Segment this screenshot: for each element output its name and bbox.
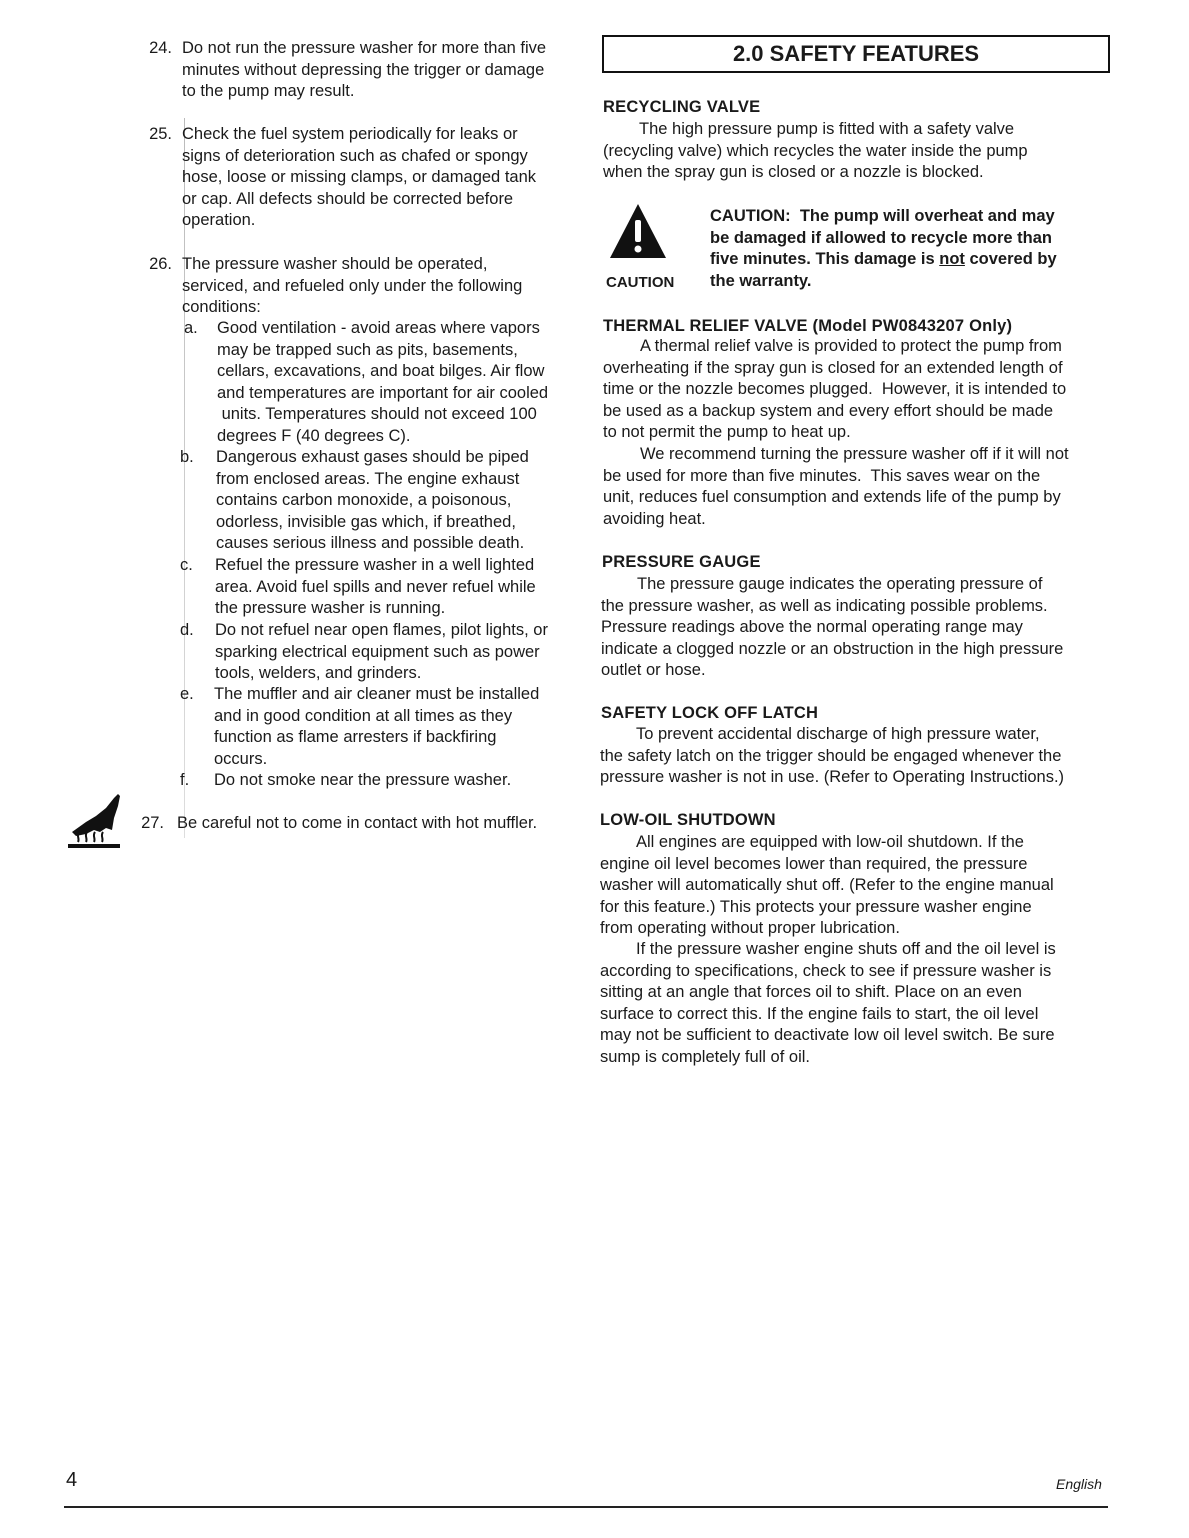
text-line: The pressure washer should be operated, (182, 255, 488, 273)
item-number: 26. (149, 255, 172, 273)
emphasis-not: not (939, 250, 965, 269)
sub-item-text (214, 770, 511, 792)
text-line: serviced, and refueled only under the following (182, 276, 523, 295)
text-line: minutes without depressing the trigger or damage (182, 60, 545, 79)
text-line: the pressure washer, as well as indicating possible problems. (601, 596, 1048, 615)
text-line: the pressure washer is running. (215, 599, 446, 618)
hot-surface-icon (66, 792, 122, 850)
caution-icon (606, 202, 684, 274)
text-line: time or the nozzle becomes plugged. However, it is intended to (603, 380, 1067, 399)
text-line: cellars, excavations, and boat bilges. Air flow (217, 362, 545, 381)
text-line: signs of deterioration such as chafed or spongy (182, 146, 528, 165)
text-line: be used as a backup system and every effort should be made (603, 401, 1054, 420)
text-line: Check the fuel system periodically for leaks or (182, 125, 518, 143)
text-line: odorless, invisible gas which, if breathed, (216, 512, 516, 531)
section-title: 2.0 SAFETY FEATURES (602, 35, 1110, 73)
item-number: 25. (149, 125, 172, 143)
low-oil-paragraph-2 (600, 939, 1056, 1069)
text-line: The pressure gauge indicates the operating pressure of (637, 575, 1043, 593)
text-line: to the pump may result. (182, 82, 355, 101)
text-span: five minutes. This damage is (710, 250, 940, 269)
sub-item-letter: e. (180, 685, 194, 703)
pressure-gauge-heading: PRESSURE GAUGE (602, 553, 761, 571)
text-line: tools, welders, and grinders. (215, 664, 422, 683)
sub-item-letter: d. (180, 621, 194, 639)
text-line: unit, reduces fuel consumption and extends life of the pump by (603, 488, 1061, 507)
text-line: function as flame arresters if backfiring (214, 728, 497, 747)
text-line: operation. (182, 211, 256, 230)
text-line: surface to correct this. If the engine fails to start, the oil level (600, 1004, 1039, 1023)
text-line: area. Avoid fuel spills and never refuel while (215, 577, 536, 596)
item-number: 24. (149, 39, 172, 57)
text-line: causes serious illness and possible death. (216, 534, 525, 553)
text-line: pressure washer is not in use. (Refer to Operating Instructions.) (600, 768, 1065, 787)
text-line: Do not run the pressure washer for more than five (182, 39, 547, 57)
text-line: sparking electrical equipment such as power (215, 642, 540, 661)
text-line: units. Temperatures should not exceed 100 (217, 405, 537, 424)
text-line: be used for more than five minutes. This saves wear on the (603, 466, 1041, 485)
text-line: avoiding heat. (603, 509, 706, 528)
text-line: Good ventilation - avoid areas where vapors (217, 319, 540, 337)
item-text (182, 124, 536, 232)
text-line: according to specifications, check to see if pressure washer is (600, 961, 1052, 980)
low-oil-paragraph-1 (600, 832, 1054, 940)
text-line: To prevent accidental discharge of high pressure water, (636, 725, 1040, 743)
text-line: The high pressure pump is fitted with a safety valve (639, 120, 1015, 138)
item-text (182, 254, 522, 319)
sub-item-letter: f. (180, 771, 190, 789)
text-line: may be trapped such as pits, basements, (217, 340, 518, 359)
text-line: to not permit the pump to heat up. (603, 423, 851, 442)
text-line: contains carbon monoxide, a poisonous, (216, 491, 512, 510)
text-line: CAUTION: The pump will overheat and may (710, 207, 1055, 225)
text-line: outlet or hose. (601, 661, 706, 680)
text-line: A thermal relief valve is provided to protect the pump from (640, 337, 1062, 355)
text-line: The muffler and air cleaner must be installed (214, 685, 540, 703)
safety-latch-paragraph (600, 724, 1064, 789)
pressure-gauge-paragraph (601, 574, 1063, 682)
text-line: from enclosed areas. The engine exhaust (216, 469, 520, 488)
text-line: when the spray gun is closed or a nozzle is blocked. (603, 163, 984, 182)
text-line: All engines are equipped with low-oil shutdown. If the (636, 833, 1024, 851)
text-line: or cap. All defects should be corrected before (182, 189, 514, 208)
text-line: occurs. (214, 749, 268, 768)
item-text (182, 38, 546, 103)
text-line: hose, loose or missing clamps, or damaged tank (182, 168, 537, 187)
text-line: Refuel the pressure washer in a well lighted (215, 556, 535, 574)
footer-rule (64, 1506, 1108, 1508)
item-number: 27. (141, 814, 164, 832)
text-line: indicate a clogged nozzle or an obstruction in the high pressure (601, 639, 1064, 658)
low-oil-heading: LOW-OIL SHUTDOWN (600, 811, 776, 829)
sub-item-letter: c. (180, 556, 193, 574)
text-line: degrees F (40 degrees C). (217, 426, 411, 445)
text-line: Do not smoke near the pressure washer. (214, 771, 512, 789)
sub-item-text (216, 447, 529, 555)
text-line: from operating without proper lubrication. (600, 919, 900, 938)
thermal-relief-heading: THERMAL RELIEF VALVE (Model PW0843207 Only) (603, 317, 1013, 335)
thermal-relief-paragraph-1 (603, 336, 1066, 444)
footer-language: English (1056, 1476, 1102, 1492)
text-line: Do not refuel near open flames, pilot lights, or (215, 621, 548, 639)
text-line: Pressure readings above the normal operating range may (601, 618, 1023, 637)
item-text (177, 813, 537, 835)
text-line: may not be sufficient to deactivate low oil level switch. Be sure (600, 1026, 1055, 1045)
sub-item-text (215, 620, 548, 685)
text-line: (recycling valve) which recycles the water inside the pump (603, 141, 1028, 160)
text-span: covered by (964, 250, 1057, 269)
page-number: 4 (66, 1469, 78, 1491)
text-line: the safety latch on the trigger should be engaged whenever the (600, 746, 1062, 765)
sub-item-text (215, 555, 536, 620)
caution-icon-label: CAUTION (606, 274, 675, 291)
recycling-valve-heading: RECYCLING VALVE (603, 98, 761, 116)
sub-item-text (214, 684, 539, 770)
text-line (710, 249, 1057, 271)
recycling-valve-paragraph (603, 119, 1028, 184)
text-line: Be careful not to come in contact with hot muffler. (177, 814, 538, 832)
safety-latch-heading: SAFETY LOCK OFF LATCH (601, 704, 819, 722)
sub-item-letter: b. (180, 448, 194, 466)
text-line: engine oil level becomes lower than required, the pressure (600, 854, 1028, 873)
sub-item-text (217, 318, 548, 448)
text-line: washer will automatically shut off. (Refer to the engine manual (600, 876, 1054, 895)
text-line: We recommend turning the pressure washer off if it will not (640, 445, 1069, 463)
text-line: sitting at an angle that forces oil to shift. Place on an even (600, 983, 1022, 1002)
text-line: for this feature.) This protects your pressure washer engine (600, 897, 1032, 916)
caution-text (710, 206, 1057, 292)
sub-item-letter: a. (184, 319, 198, 337)
text-line: and in good condition at all times as they (214, 706, 513, 725)
text-line: the warranty. (710, 271, 812, 290)
text-line: overheating if the spray gun is closed for an extended length of (603, 358, 1063, 377)
text-line: sump is completely full of oil. (600, 1047, 810, 1066)
text-line: If the pressure washer engine shuts off and the oil level is (636, 940, 1056, 958)
text-line: conditions: (182, 298, 261, 317)
text-line: Dangerous exhaust gases should be piped (216, 448, 529, 466)
text-line: be damaged if allowed to recycle more than (710, 228, 1053, 247)
thermal-relief-paragraph-2 (603, 444, 1069, 530)
text-line: and temperatures are important for air cooled (217, 383, 549, 402)
